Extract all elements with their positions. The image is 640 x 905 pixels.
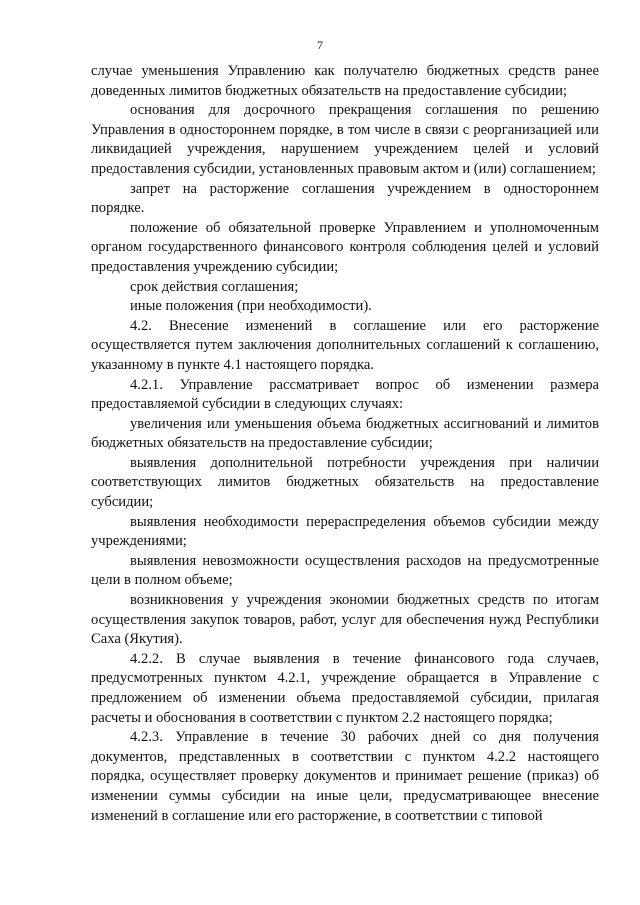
paragraph-5: срок действия соглашения;	[130, 278, 299, 295]
paragraph-15: 4.2.3. Управление в течение 30 рабочих дней со дня получения документов, представленных в соответствии с пунктом 4.2.2 настоящего порядка, осуществляет проверку документов и принимает решение (приказ) об изменении суммы субсидии на иные цели, предусматривающее внесение изменений в соглашение или его расторжение, в соответствии с типовой	[91, 729, 599, 824]
paragraph-2: основания для досрочного прекращения соглашения по решению Управления в одностороннем порядке, в том числе в связи с реорганизацией или ликвидацией учреждения, нарушением учреждением целей и условий предоставления субсидии, установленных правовым актом и (или) соглашением;	[91, 102, 599, 177]
document-body	[91, 62, 599, 826]
paragraph-13: возникновения у учреждения экономии бюджетных средств по итогам осуществления закупок товаров, работ, услуг для обеспечения нужд Республики Саха (Якутия).	[91, 592, 599, 648]
paragraph-14: 4.2.2. В случае выявления в течение финансового года случаев, предусмотренных пунктом 4.2.1, учреждение обращается в Управление с предложением об изменении объема предоставляемой субсидии, прилагая расчеты и обоснования в соответствии с пунктом 2.2 настоящего порядка;	[91, 650, 599, 726]
paragraph-10: выявления дополнительной потребности учреждения при наличии соответствующих лимитов бюджетных обязательств на предоставление субсидии;	[91, 454, 599, 511]
paragraph-11: выявления необходимости перераспределения объемов субсидии между учреждениями;	[91, 513, 599, 550]
paragraph-12: выявления невозможности осуществления расходов на предусмотренные цели в полном объеме;	[91, 552, 599, 589]
paragraph-9: увеличения или уменьшения объема бюджетных ассигнований и лимитов бюджетных обязательств на предоставление субсидии;	[91, 415, 599, 452]
paragraph-6: иные положения (при необходимости).	[130, 298, 372, 315]
paragraph-8: 4.2.1. Управление рассматривает вопрос об изменении размера предоставляемой субсидии в следующих случаях:	[91, 376, 599, 413]
paragraph-4: положение об обязательной проверке Управлением и уполномоченным органом государственного финансового контроля соблюдения целей и условий предоставления учреждению субсидии;	[91, 219, 599, 275]
paragraph-7: 4.2. Внесение изменений в соглашение или его расторжение осуществляется путем заключения дополнительных соглашений к соглашению, указанному в пункте 4.1 настоящего порядка.	[91, 317, 599, 373]
paragraph-3: запрет на расторжение соглашения учреждением в одностороннем порядке.	[91, 180, 599, 217]
page-number: 7	[317, 38, 323, 52]
paragraph-1: случае уменьшения Управлению как получателю бюджетных средств ранее доведенных лимитов бюджетных обязательств на предоставление субсидии;	[91, 63, 599, 99]
